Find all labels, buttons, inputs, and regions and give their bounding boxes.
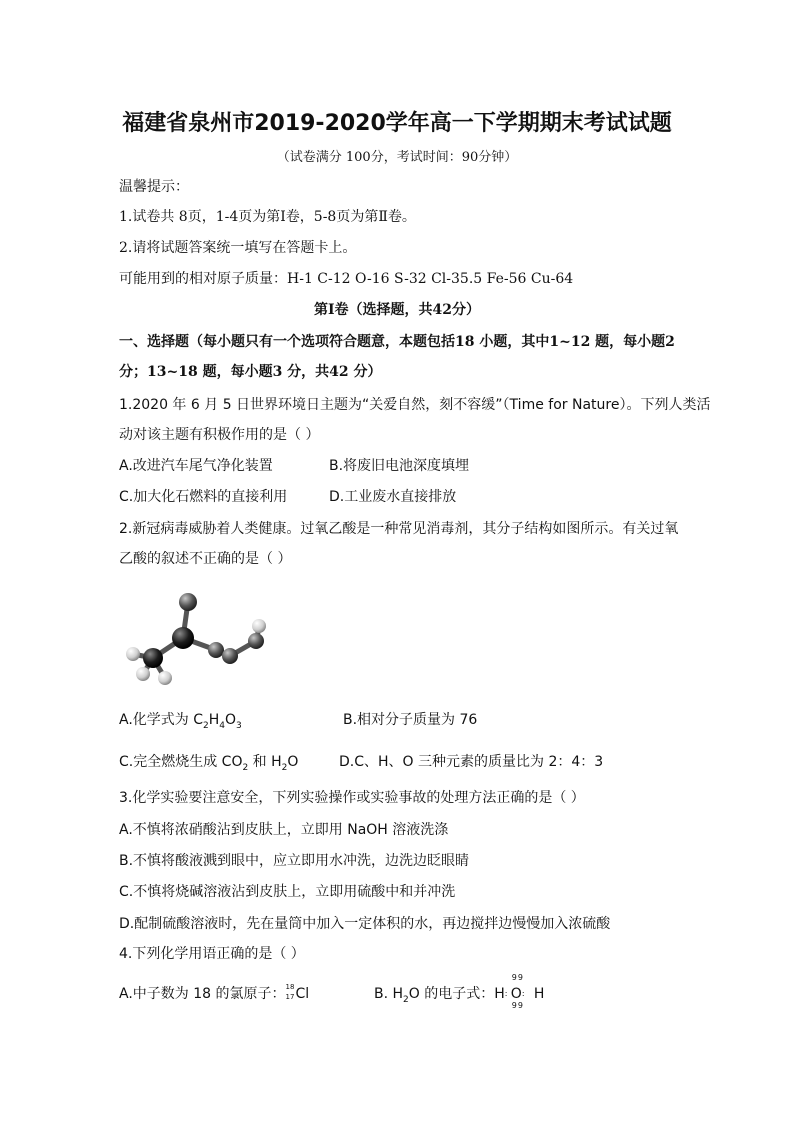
tip-item-2: 2.请将试题答案统一填写在答题卡上。 (119, 240, 357, 256)
q1-option-a: A.改进汽车尾气净化装置 (119, 458, 273, 474)
q2-option-a: A.化学式为 $C_2H_4O_3$ (119, 712, 242, 731)
q1-option-b: B.将废旧电池深度填埋 (329, 458, 470, 474)
section1-instructions-line1: 一、选择题（每小题只有一个选项符合题意，本题包括18 小题，其中1~12 题，每小题2 (119, 334, 675, 350)
q4-option-b: B. $H_2O$ 的电子式：H: 99 O 99 : H (374, 973, 545, 1010)
peracetic-acid-molecule-image (119, 588, 289, 702)
q1-option-c: C.加大化石燃料的直接利用 (119, 489, 288, 505)
atomic-masses: 可能用到的相对原子质量：H-1 C-12 O-16 S-32 Cl-35.5 Fe-56 Cu-64 (119, 271, 574, 287)
oxygen-atom (208, 642, 224, 658)
q4-option-a: A.中子数为 18 的氯原子： 18 17 Cl (119, 983, 310, 1002)
tips-heading: 温馨提示： (119, 179, 189, 195)
oxygen-atom (248, 633, 264, 649)
q4-stem: 4.下列化学用语正确的是（ ） (119, 946, 305, 962)
q1-option-d: D.工业废水直接排放 (329, 489, 457, 505)
q3-option-b: B.不慎将酸液溅到眼中，应立即用水冲洗，边洗边眨眼睛 (119, 853, 470, 869)
q1-stem-line2: 动对该主题有积极作用的是（ ） (119, 427, 320, 443)
carbon-atom (143, 648, 163, 668)
hydrogen-atom (126, 647, 140, 661)
q3-stem: 3.化学实验要注意安全，下列实验操作或实验事故的处理方法正确的是（ ） (119, 790, 585, 806)
q3-option-c: C.不慎将烧碱溶液沾到皮肤上，立即用硫酸中和并冲洗 (119, 884, 456, 900)
shared-electron-pair: : (504, 989, 508, 998)
q2-option-c: C.完全燃烧生成 $CO_2$ 和 $H_2O$ (119, 754, 299, 773)
page-title: 福建省泉州市2019-2020学年高一下学期期末考试试题 (122, 111, 672, 136)
part1-heading: 第Ⅰ卷（选择题，共42分） (313, 302, 481, 318)
oxygen-electron-symbol: 99 O 99 (510, 973, 524, 1010)
q2-option-d: D.C、H、O 三种元素的质量比为 2：4：3 (339, 754, 604, 770)
shared-electron-pair: : (521, 989, 525, 998)
section1-instructions-line2: 分；13~18 题，每小题3 分，共42 分） (119, 364, 382, 380)
hydrogen-atom (252, 619, 266, 633)
exam-info: （试卷满分 100分，考试时间：90分钟） (276, 150, 518, 165)
hydrogen-atom (136, 667, 150, 681)
oxygen-atom (222, 648, 238, 664)
q2-stem-line2: 乙酸的叙述不正确的是（ ） (119, 551, 292, 567)
q3-option-a: A.不慎将浓硝酸沾到皮肤上，立即用 NaOH 溶液洗涤 (119, 822, 449, 838)
q1-stem-line1: 1.2020 年 6 月 5 日世界环境日主题为“关爱自然，刻不容缓”（Time for Nature）。下列人类活 (119, 397, 711, 413)
chlorine-nuclide-symbol: 18 17 (285, 983, 295, 1001)
hydrogen-atom (158, 671, 172, 685)
oxygen-atom (179, 593, 197, 611)
q2-stem-line1: 2.新冠病毒威胁着人类健康。过氧乙酸是一种常见消毒剂，其分子结构如图所示。有关过氧 (119, 521, 679, 537)
carbon-atom (172, 627, 194, 649)
q2-option-b: B.相对分子质量为 76 (343, 712, 478, 728)
q3-option-d: D.配制硫酸溶液时，先在量筒中加入一定体积的水，再边搅拌边慢慢加入浓硫酸 (119, 916, 611, 932)
tip-item-1: 1.试卷共 8页，1-4页为第Ⅰ卷，5-8页为第Ⅱ卷。 (119, 209, 416, 225)
